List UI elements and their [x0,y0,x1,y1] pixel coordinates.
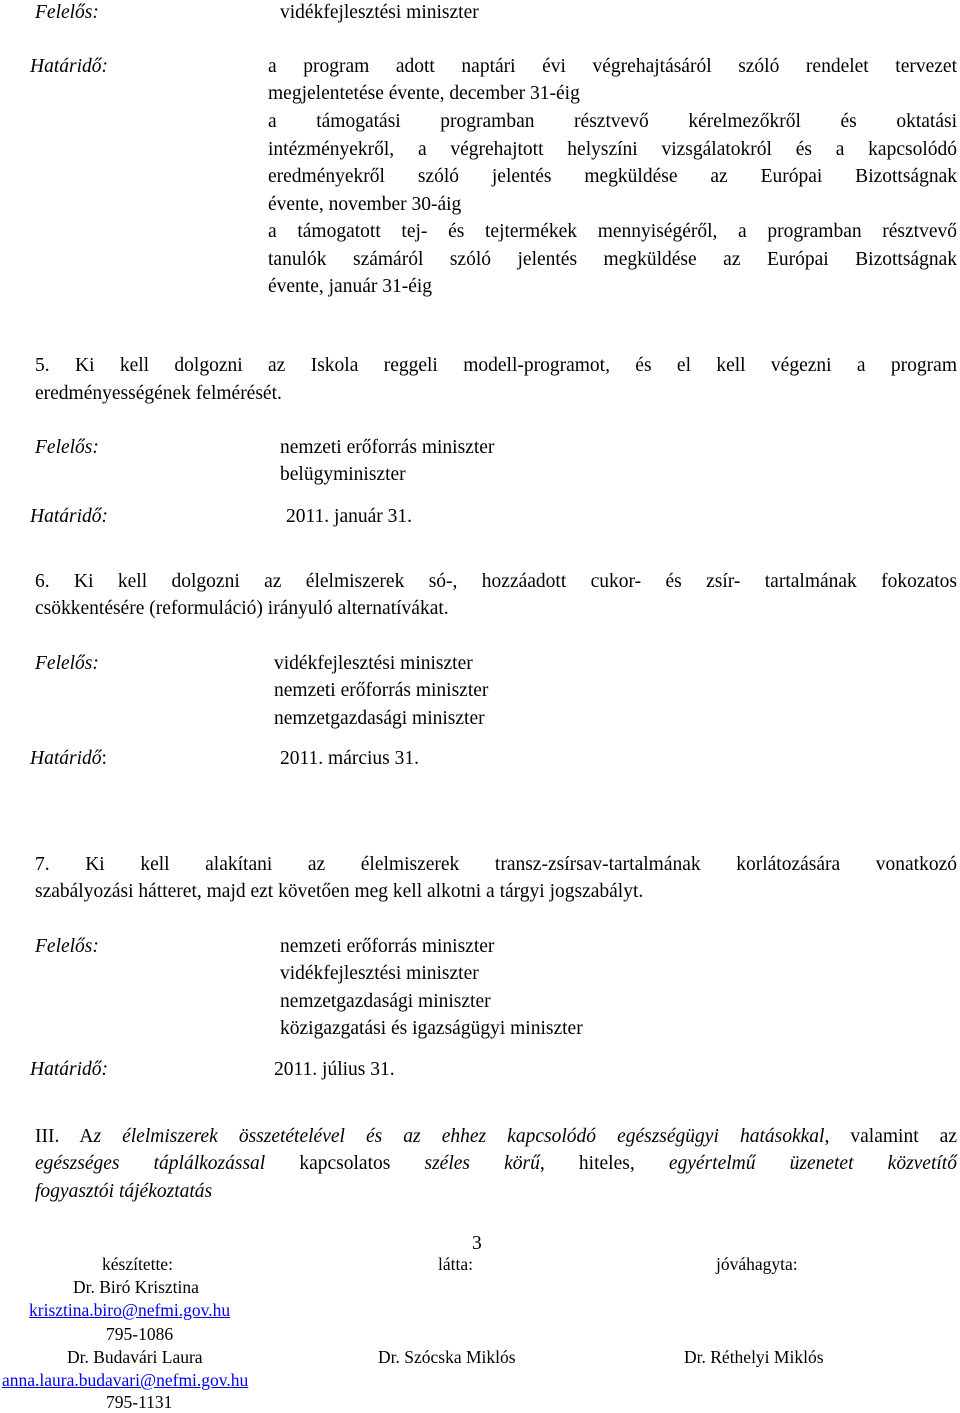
item7-hatarido-label: Határidő: [30,1059,108,1080]
hatarido-label: Határidő: [30,56,108,77]
item7-felelos-label: Felelős: [35,936,99,957]
section3-line: fogyasztói tájékoztatás [35,1181,213,1202]
section3-italic: egyértelmű üzenetet közvetítő [668,1153,957,1174]
hatarido-line: évente, november 30-áig [268,194,462,215]
hatarido-line: a támogatott tej- és tejtermékek mennyiségéről, a programban résztvevő [268,221,957,242]
item6-hatarido-word: Határidő [30,748,102,769]
felelos-label: Felelős: [35,2,99,23]
section3-italic: széles körű [424,1153,540,1174]
hatarido-line: eredményekről szóló jelentés megküldése az Európai Bizottságnak [268,166,957,187]
hatarido-line: tanulók számáról szóló jelentés megküldése az Európai Bizottságnak [268,249,957,270]
item5-felelos: nemzeti erőforrás miniszter [280,437,495,458]
section3-line [35,1126,957,1148]
jovahagyta-label: jóváhagyta: [716,1254,798,1274]
author2-email-link[interactable]: anna.laura.budavari@nefmi.gov.hu [2,1370,249,1390]
approver-name: Dr. Réthelyi Miklós [684,1347,824,1367]
item5-text-line: eredményességének felmérését. [35,383,282,404]
hatarido-line: a támogatási programban résztvevő kérelmezőkről és oktatási [268,111,957,132]
section3-italic: z élelmiszerek összetételével és az ehhez kapcsolódó egészségügyi hatásokkal [93,1126,825,1147]
page-number: 3 [472,1233,482,1254]
hatarido-line: intézményekről, a végrehajtott helyszíni vizsgálatokról és a kapcsolódó [268,139,957,160]
item6-felelos-label: Felelős: [35,653,99,674]
section3-plain: , hiteles, [539,1153,669,1174]
section3-plain: kapcsolatos [265,1153,425,1174]
item6-text-line: 6. Ki kell dolgozni az élelmiszerek só-, hozzáadott cukor- és zsír- tartalmának fokozatos [35,571,957,592]
item5-felelos: belügyminiszter [280,464,406,485]
section3-numeral: III. A [35,1126,94,1147]
item6-text-line: csökkentésére (reformuláció) irányuló alternatívákat. [35,598,449,619]
item6-hatarido: 2011. március 31. [280,748,420,769]
section3-line [35,1153,957,1175]
item7-text-line: szabályozási hátteret, majd ezt követően meg kell alkotni a tárgyi jogszabályt. [35,881,644,902]
hatarido-line: évente, január 31-éig [268,276,433,297]
author1-email-link[interactable]: krisztina.biro@nefmi.gov.hu [29,1300,231,1320]
item6-hatarido-colon: : [101,748,107,769]
hatarido-line: megjelentetése évente, december 31-éig [268,83,580,104]
item6-hatarido-label [30,748,107,770]
item5-felelos-label: Felelős: [35,437,99,458]
author1-phone: 795-1086 [106,1324,174,1344]
item6-felelos: vidékfejlesztési miniszter [274,653,473,674]
item7-felelos: nemzetgazdasági miniszter [280,991,491,1012]
author1-name: Dr. Biró Krisztina [73,1277,199,1297]
author2-name: Dr. Budavári Laura [67,1347,203,1367]
felelos-value: vidékfejlesztési miniszter [280,2,479,23]
section3-plain: , valamint az [824,1126,957,1147]
item5-hatarido: 2011. január 31. [286,506,412,527]
keszitette-label: készítette: [102,1254,173,1274]
item6-felelos: nemzeti erőforrás miniszter [274,680,489,701]
item5-hatarido-label: Határidő: [30,506,108,527]
section3-italic: egészséges táplálkozással [35,1153,266,1174]
author2-phone: 795-1131 [106,1392,173,1412]
item7-felelos: közigazgatási és igazságügyi miniszter [280,1018,583,1039]
item7-felelos: nemzeti erőforrás miniszter [280,936,495,957]
item7-felelos: vidékfejlesztési miniszter [280,963,479,984]
item6-felelos: nemzetgazdasági miniszter [274,708,485,729]
item7-text-line: 7. Ki kell alakítani az élelmiszerek transz-zsírsav-tartalmának korlátozására vonatkozó [35,854,957,875]
item5-text-line: 5. Ki kell dolgozni az Iskola reggeli modell-programot, és el kell végezni a program [35,355,957,376]
latta-label: látta: [438,1254,473,1274]
reviewer-name: Dr. Szócska Miklós [378,1347,516,1367]
item7-hatarido: 2011. július 31. [274,1059,395,1080]
hatarido-line: a program adott naptári évi végrehajtásáról szóló rendelet tervezet [268,56,957,77]
